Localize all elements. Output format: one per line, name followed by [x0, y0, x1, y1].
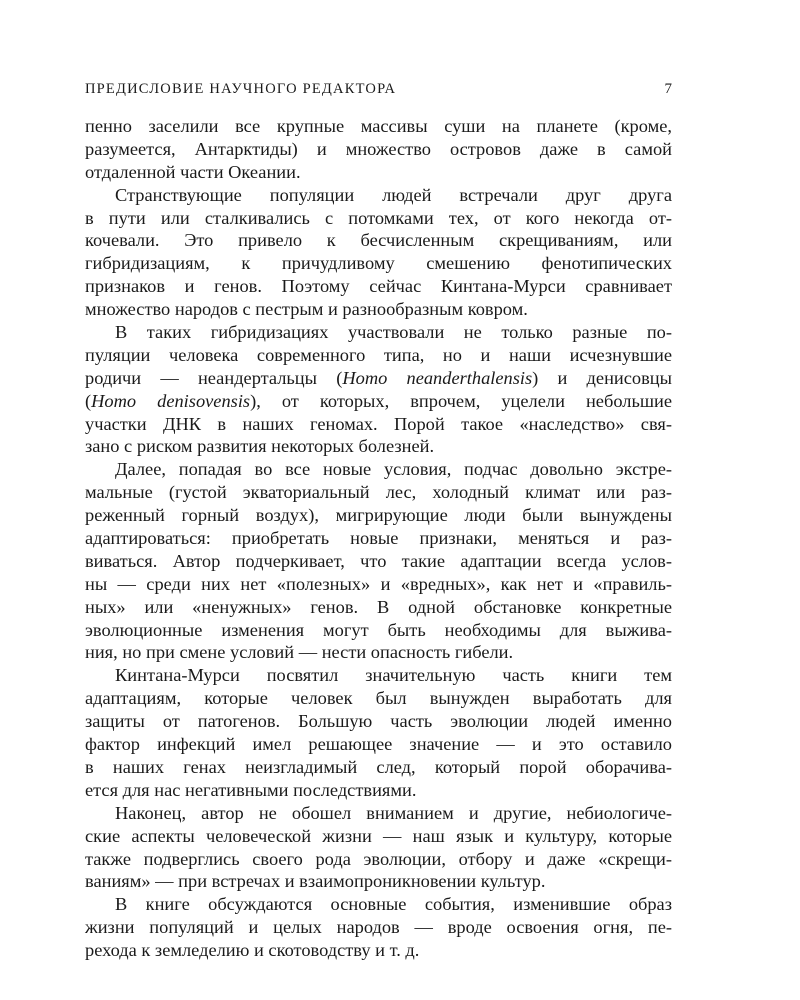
text-line [85, 367, 672, 390]
text-segment: зано с риском развития некоторых болезней. [85, 436, 435, 457]
text-segment: ния, но при смене условий — нести опасность гибели. [85, 642, 514, 663]
text-segment: в пути или сталкивались с потомками тех, от кого некогда от- [85, 207, 672, 228]
text-line [85, 916, 672, 939]
text-line [85, 504, 672, 527]
text-line [85, 275, 672, 298]
text-segment: адаптироваться: приобретать новые признаки, меняться и раз- [85, 528, 672, 549]
text-line [85, 733, 672, 756]
text-segment: пуляции человека современного типа, но и наши исчезнувшие [85, 344, 672, 365]
text-line [85, 619, 672, 642]
text-line [85, 344, 672, 367]
text-segment: Странствующие популяции людей встречали друг друга [115, 184, 672, 205]
text-line [85, 939, 672, 962]
text-segment: ские аспекты человеческой жизни — наш язык и культуру, которые [85, 825, 672, 846]
text-line [85, 870, 672, 893]
text-line [85, 573, 672, 596]
text-line [85, 596, 672, 619]
text-line [85, 413, 672, 436]
text-segment: ), от которых, впрочем, уцелели небольшие [250, 390, 672, 411]
text-segment: рехода к земледелию и скотоводству и т. д. [85, 940, 420, 961]
text-line [85, 848, 672, 871]
text-line [85, 779, 672, 802]
text-segment: виваться. Автор подчеркивает, что такие адаптации всегда услов- [85, 550, 672, 571]
text-segment: разумеется, Антарктиды) и множество островов даже в самой [85, 138, 672, 159]
text-line [85, 390, 672, 413]
text-segment: эволюционные изменения могут быть необходимы для выжива- [85, 619, 672, 640]
text-line [85, 802, 672, 825]
text-segment: фактор инфекций имел решающее значение — и это оставило [85, 734, 672, 755]
text-line [85, 115, 672, 138]
text-segment: признаков и генов. Поэтому сейчас Кинтана-Мурси сравнивает [85, 276, 672, 297]
text-segment: участки ДНК в наших геномах. Порой такое «наследство» свя- [85, 413, 672, 434]
text-segment: пенно заселили все крупные массивы суши на планете (кроме, [85, 116, 672, 136]
running-head [85, 81, 672, 98]
text-line [85, 527, 672, 550]
text-line [85, 641, 672, 664]
body-text [85, 115, 672, 962]
text-line [85, 184, 672, 207]
text-segment: гибридизациям, к причудливому смешению фенотипических [85, 253, 672, 274]
text-line [85, 550, 672, 573]
text-line [85, 229, 672, 252]
text-line [85, 207, 672, 230]
text-segment: реженный горный воздух), мигрирующие люди были вынуждены [85, 505, 672, 526]
text-line [85, 252, 672, 275]
text-segment: В таких гибридизациях участвовали не только разные по- [115, 322, 672, 343]
text-line [85, 435, 672, 458]
text-segment: жизни популяций и целых народов — вроде освоения огня, пе- [85, 917, 672, 938]
text-segment: Кинтана-Мурси посвятил значительную часть книги тем [115, 665, 672, 686]
text-segment: защиты от патогенов. Большую часть эволюции людей именно [85, 711, 672, 732]
text-segment: В книге обсуждаются основные события, изменившие образ [115, 894, 672, 915]
text-segment: кочевали. Это привело к бесчисленным скрещиваниям, или [85, 230, 672, 251]
text-segment: ваниям» — при встречах и взаимопроникновении культур. [85, 871, 546, 892]
text-segment: родичи — неандертальцы ( [85, 367, 343, 388]
text-segment: ( [85, 390, 92, 411]
text-line [85, 710, 672, 733]
text-segment: ных» или «ненужных» генов. В одной обстановке конкретные [85, 596, 672, 617]
text-segment: множество народов с пестрым и разнообразным ковром. [85, 299, 528, 320]
text-line [85, 893, 672, 916]
text-line [85, 298, 672, 321]
text-segment: Наконец, автор не обошел вниманием и другие, небиологиче- [115, 802, 672, 823]
text-line [85, 138, 672, 161]
text-segment: в наших генах неизгладимый след, который порой оборачива- [85, 756, 672, 777]
text-line [85, 161, 672, 184]
text-segment: ) и денисовцы [532, 367, 672, 388]
text-line [85, 458, 672, 481]
italic-species-name: Homo neanderthalensis [342, 367, 533, 388]
text-segment: также подверглись своего рода эволюции, отбору и даже «скрещи- [85, 848, 672, 869]
text-line [85, 321, 672, 344]
text-line [85, 481, 672, 504]
text-segment: ется для нас негативными последствиями. [85, 779, 417, 800]
text-segment: отдаленной части Океании. [85, 161, 301, 182]
text-line [85, 756, 672, 779]
page-number: 7 [664, 81, 672, 97]
text-segment: мальные (густой экваториальный лес, холодный климат или раз- [85, 482, 672, 503]
text-line [85, 825, 672, 848]
italic-species-name: Homo denisovensis [91, 390, 251, 411]
text-segment: ны — среди них нет «полезных» и «вредных», как нет и «правиль- [85, 573, 672, 594]
text-segment: адаптациям, которые человек был вынужден выработать для [85, 688, 672, 709]
text-line [85, 664, 672, 687]
text-segment: Далее, попадая во все новые условия, подчас довольно экстре- [115, 459, 672, 480]
running-title: ПРЕДИСЛОВИЕ НАУЧНОГО РЕДАКТОРА [85, 81, 397, 97]
text-line [85, 687, 672, 710]
